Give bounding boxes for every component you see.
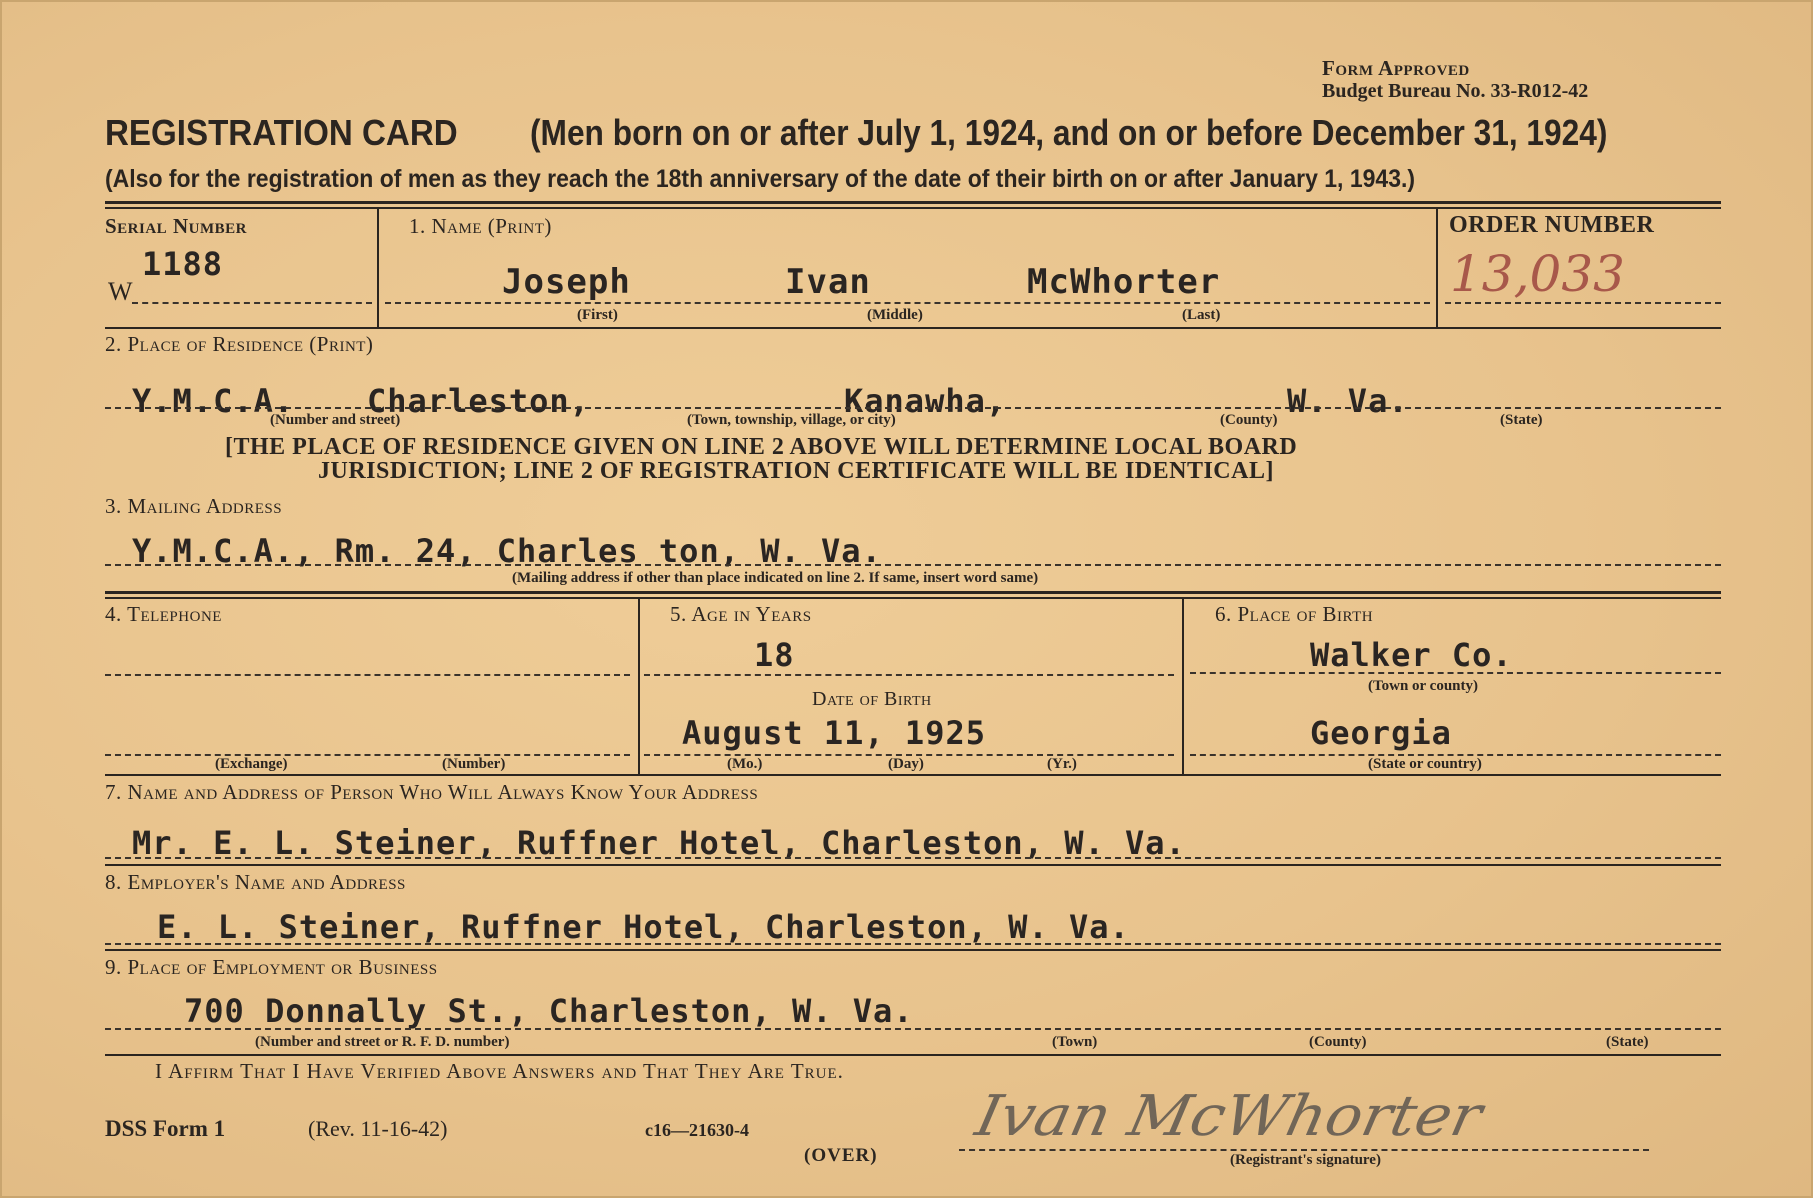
rule: [105, 864, 1721, 866]
contact-value: Mr. E. L. Steiner, Ruffner Hotel, Charleston, W. Va.: [132, 824, 1186, 862]
name-last: McWhorter: [1027, 262, 1221, 302]
rule: [105, 564, 1721, 566]
divider: [1436, 207, 1438, 327]
rule: [105, 591, 1721, 594]
residence-county-caption: (County): [1220, 412, 1278, 428]
mailing-value: Y.M.C.A., Rm. 24, Charles ton, W. Va.: [132, 532, 882, 570]
residence-town-caption: (Town, township, village, or city): [687, 412, 896, 428]
rule: [105, 674, 630, 676]
name-first: Joseph: [502, 262, 631, 302]
serial-value: 1188: [142, 245, 224, 283]
residence-state-caption: (State): [1500, 412, 1543, 428]
residence-label: 2. Place of Residence (Print): [105, 332, 374, 356]
divider: [638, 597, 640, 774]
rule: [105, 949, 1721, 951]
rule: [385, 302, 1430, 304]
name-middle-caption: (Middle): [867, 307, 923, 323]
rule: [132, 302, 372, 304]
telephone-label: 4. Telephone: [105, 602, 222, 626]
form-approved: Form Approved: [1322, 56, 1470, 80]
rule: [105, 943, 1721, 945]
serial-prefix: W: [108, 277, 133, 306]
rule: [105, 754, 630, 756]
telephone-exchange-caption: (Exchange): [215, 756, 288, 772]
name-first-caption: (First): [577, 307, 618, 323]
serial-label: Serial Number: [105, 214, 247, 238]
employment-town-caption: (Town): [1052, 1034, 1098, 1050]
over-note: (OVER): [804, 1145, 878, 1166]
divider: [1182, 597, 1184, 774]
rule: [105, 327, 1721, 329]
employer-label: 8. Employer's Name and Address: [105, 870, 406, 894]
residence-town: Charleston,: [367, 382, 590, 420]
birthplace-label: 6. Place of Birth: [1215, 602, 1374, 626]
order-value: 13,033: [1450, 245, 1625, 303]
residence-street: Y.M.C.A.: [132, 382, 295, 420]
order-label: ORDER NUMBER: [1449, 212, 1655, 238]
employment-value: 700 Donnally St., Charleston, W. Va.: [184, 992, 914, 1030]
title-note: (Men born on or after July 1, 1924, and on or before December 31, 1924): [530, 112, 1608, 153]
birthplace-state-caption: (State or country): [1368, 756, 1482, 772]
rule: [105, 207, 1721, 209]
dob-month-caption: (Mo.): [727, 756, 763, 772]
employment-state-caption: (State): [1606, 1034, 1649, 1050]
rule: [105, 857, 1721, 859]
rule: [959, 1149, 1649, 1151]
rule: [644, 674, 1174, 676]
employment-county-caption: (County): [1309, 1034, 1367, 1050]
rule: [1445, 302, 1721, 304]
rule: [105, 407, 1721, 409]
employment-label: 9. Place of Employment or Business: [105, 955, 438, 979]
signature-caption: (Registrant's signature): [1230, 1152, 1381, 1168]
rule: [1190, 672, 1721, 674]
employer-value: E. L. Steiner, Ruffner Hotel, Charleston, W. Va.: [157, 908, 1130, 946]
subtitle: (Also for the registration of men as they reach the 18th anniversary of the date of their birth on or after January 1, 1943.): [105, 165, 1416, 193]
rule: [105, 201, 1721, 204]
birthplace-town: Walker Co.: [1310, 636, 1513, 674]
rule: [105, 774, 1721, 776]
birthplace-town-caption: (Town or county): [1368, 678, 1479, 694]
registrant-signature: Ivan McWhorter: [970, 1084, 1488, 1149]
telephone-number-caption: (Number): [442, 756, 506, 772]
birthplace-state: Georgia: [1310, 714, 1452, 752]
contact-label: 7. Name and Address of Person Who Will Always Know Your Address: [105, 780, 759, 804]
affirm-statement: I Affirm That I Have Verified Above Answers and That They Are True.: [155, 1059, 844, 1083]
name-last-caption: (Last): [1182, 307, 1221, 323]
mailing-caption: (Mailing address if other than place indicated on line 2. If same, insert word same): [512, 570, 1039, 586]
age-value: 18: [754, 636, 795, 674]
rule: [105, 1054, 1721, 1056]
dob-label: Date of Birth: [812, 688, 932, 710]
residence-notice-1: [THE PLACE OF RESIDENCE GIVEN ON LINE 2 ABOVE WILL DETERMINE LOCAL BOARD: [225, 434, 1298, 460]
residence-state: W. Va.: [1287, 382, 1409, 420]
dob-value: August 11, 1925: [682, 714, 986, 752]
page-title: REGISTRATION CARD: [105, 112, 458, 153]
employment-street-caption: (Number and street or R. F. D. number): [255, 1034, 510, 1050]
name-middle: Ivan: [785, 262, 871, 302]
form-revision: (Rev. 11-16-42): [308, 1116, 448, 1141]
budget-bureau: Budget Bureau No. 33-R012-42: [1322, 80, 1589, 102]
residence-county: Kanawha,: [844, 382, 1007, 420]
dob-day-caption: (Day): [888, 756, 924, 772]
print-code: c16—21630-4: [645, 1120, 749, 1140]
name-label: 1. Name (Print): [409, 214, 552, 238]
rule: [105, 1028, 1721, 1030]
mailing-label: 3. Mailing Address: [105, 494, 283, 518]
residence-street-caption: (Number and street): [270, 412, 401, 428]
dob-year-caption: (Yr.): [1047, 756, 1077, 772]
age-label: 5. Age in Years: [670, 602, 812, 626]
form-id: DSS Form 1: [105, 1116, 226, 1141]
divider: [377, 207, 379, 327]
rule: [105, 597, 1721, 599]
residence-notice-2: JURISDICTION; LINE 2 OF REGISTRATION CERTIFICATE WILL BE IDENTICAL]: [318, 458, 1274, 484]
